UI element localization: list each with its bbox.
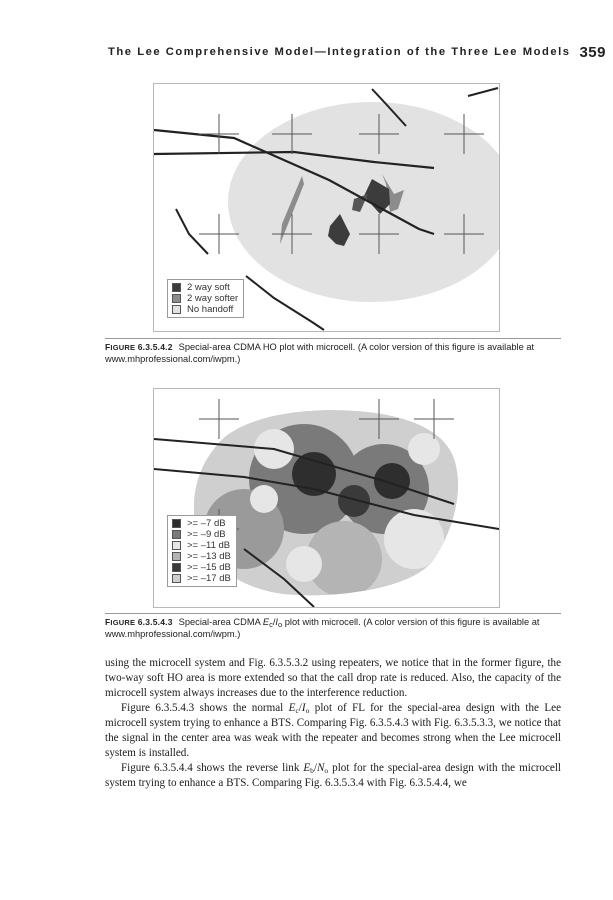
legend-swatch [172, 283, 181, 292]
page-number: 359 [579, 44, 606, 61]
legend-item [172, 518, 231, 529]
legend-label: No handoff [187, 304, 234, 315]
legend-swatch [172, 305, 181, 314]
legend-label: >= –13 dB [187, 551, 231, 562]
legend-swatch [172, 294, 181, 303]
legend-swatch [172, 574, 181, 583]
legend-label: 2 way softer [187, 293, 239, 304]
figure-caption-2: FIGURE 6.3.5.4.3 Special-area CDMA $E_c/I_o$ plot with microcell. (A color version of this figure is available at www.mhprofessional.com/iwpm.) [105, 617, 540, 639]
legend-swatch [172, 519, 181, 528]
legend-label: 2 way soft [187, 282, 230, 293]
caption-rule [105, 338, 561, 339]
legend-item [172, 529, 231, 540]
legend-label: >= –7 dB [187, 518, 226, 529]
legend-item [172, 540, 231, 551]
legend-swatch [172, 530, 181, 539]
caption-text: Special-area CDMA HO plot with microcell. (A color version of this figure is available at www.mhprofessional.com/iwpm.) [105, 342, 535, 364]
caption-label: FIGURE 6.3.5.4.3 [105, 617, 173, 627]
legend-label: >= –9 dB [187, 529, 226, 540]
legend-label: >= –17 dB [187, 573, 231, 584]
legend-label: >= –15 dB [187, 562, 231, 573]
legend-swatch [172, 552, 181, 561]
road-6 [468, 88, 498, 96]
body-text [105, 656, 561, 791]
legend-item [172, 282, 238, 293]
figure-ecio-plot [153, 388, 500, 608]
caption-label: FIGURE 6.3.5.4.2 [105, 342, 173, 352]
figure-caption-1 [105, 342, 561, 365]
legend-item [172, 573, 231, 584]
legend-label: >= –11 dB [187, 540, 231, 551]
legend-item [172, 293, 238, 304]
road-3 [176, 209, 208, 254]
paragraph-1: using the microcell system and Fig. 6.3.5.3.2 using repeaters, we notice that in the former figure, the two-way soft HO area is more extended so that the call drop rate is reduced. Also, the capacity of the microcell system always increases due to the interference reduction. [105, 657, 561, 699]
legend-swatch [172, 563, 181, 572]
caption-rule [105, 613, 561, 614]
running-head: The Lee Comprehensive Model—Integration of the Three Lee Models [108, 46, 571, 58]
ecio-legend [167, 515, 237, 587]
legend-item [172, 304, 238, 315]
ho-legend [167, 279, 244, 318]
legend-item [172, 551, 231, 562]
paragraph-2: Figure 6.3.5.4.3 shows the normal $E_c/I_o$ plot of FL for the special-area design with the Lee microcell system trying to enhance a BTS. Comparing Fig. 6.3.5.4.3 with Fig. 6.3.5.3.3, we notice that the signal in the center area was weak with the repeater and becomes strong when the Lee microcell system is installed. [105, 702, 561, 759]
paragraph-3: Figure 6.3.5.4.4 shows the reverse link $E_b/N_o$ plot for the special-area design with the microcell system trying to enhance a BTS. Comparing Fig. 6.3.5.3.4 with Fig. 6.3.5.4.4, we [105, 762, 561, 789]
legend-swatch [172, 541, 181, 550]
figure-ho-plot [153, 83, 500, 332]
legend-item [172, 562, 231, 573]
page-header [108, 44, 608, 66]
